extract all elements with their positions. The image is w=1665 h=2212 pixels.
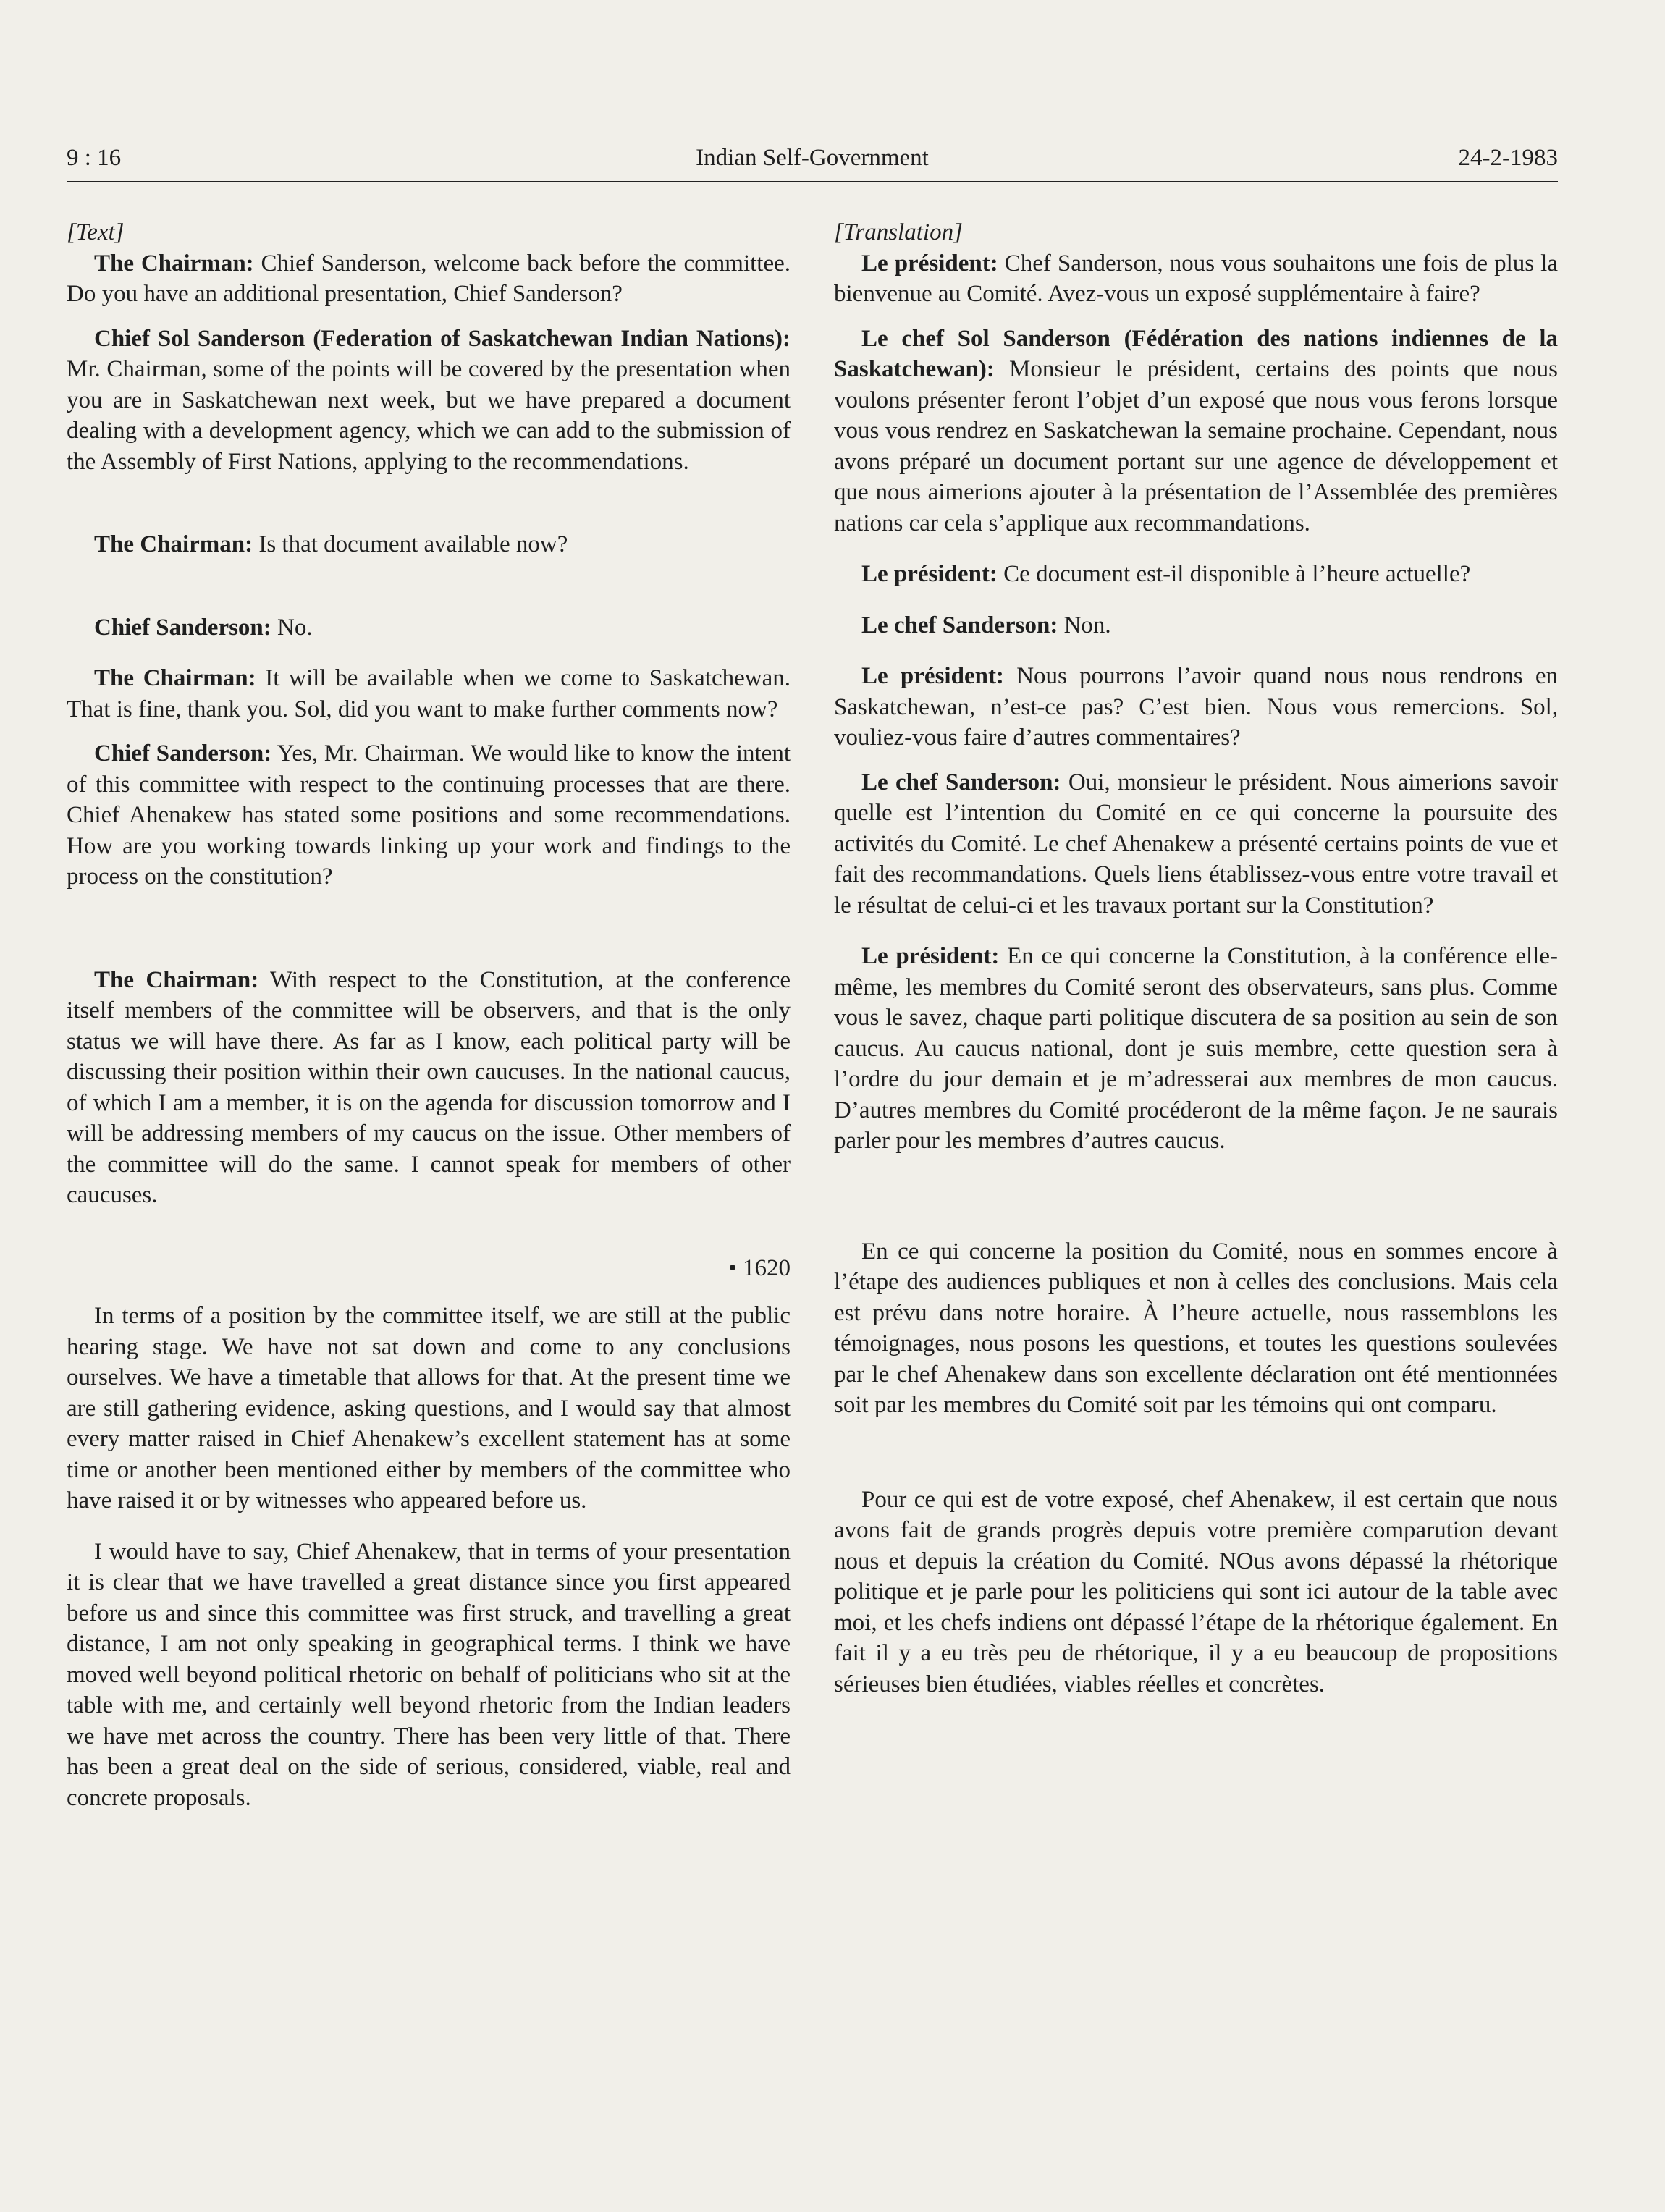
paragraph: En ce qui concerne la position du Comité, nous en sommes encore à l’étape des audiences publiques et non à celles des conclusions. Mais cela est prévu dans notre horaire. À l’heure actuelle, nous rassemblons les témoignages, nous posons les questions, et toutes les questions soulevées par le chef Ahenakew dans son excellente déclaration ont été mentionnées soit par les membres du Comité soit par les témoins qui ont comparu. — [834, 1238, 1558, 1418]
header-date: 24-2-1983 — [1458, 145, 1558, 171]
paragraph: Le président: Chef Sanderson, nous vous souhaitons une fois de plus la bienvenue au Comité. Avez-vous un exposé supplémentaire à faire? — [834, 250, 1558, 307]
speaker: Le chef Sanderson: — [861, 769, 1061, 795]
paragraph: Le président: Ce document est-il disponible à l’heure actuelle? — [861, 561, 1471, 587]
paragraph: Le chef Sanderson: Oui, monsieur le président. Nous aimerions savoir quelle est l’intention du Comité en ce qui concerne la poursuite des activités du Comité. Le chef Ahenakew a présenté certains points de vue et fait des recommandations. Quels liens établissez-vous entre votre travail et le résultat de celui-ci et les travaux portant sur la Constitution? — [834, 769, 1558, 919]
paragraph: Le chef Sol Sanderson (Fédération des nations indiennes de la Saskatchewan): Monsieur le président, certains des points que nous voulons présenter feront l’objet d’un exposé que nous vous ferons lorsque vous vous rendrez en Saskatchewan la semaine prochaine. Cependant, nous avons préparé un document portant sur une agence de développement et que nous aimerions ajouter à la présentation de l’Assemblée des premières nations car cela s’applique aux recommandations. — [834, 325, 1558, 536]
speaker: Le chef Sanderson: — [861, 612, 1058, 638]
speaker: Chief Sol Sanderson (Federation of Saskatchewan Indian Nations): — [94, 325, 791, 352]
paragraph: Le président: Nous pourrons l’avoir quand nous nous rendrons en Saskatchewan, n’est-ce pas? C’est bien. Nous vous remercions. Sol, vouliez-vous faire d’autres commentaires? — [834, 663, 1558, 751]
header-rule — [67, 181, 1558, 182]
paragraph: Le président: En ce qui concerne la Constitution, à la conférence elle-même, les membres du Comité seront des observateurs, sans plus. Comme vous le savez, chaque parti politique discutera de sa position au sein de son caucus. Au caucus national, dont je suis membre, cette question sera à l’ordre du jour demain et je m’adresserai aux membres de mon caucus. D’autres membres du Comité procéderont de la même façon. Je ne saurais parler pour les membres d’autres caucus. — [834, 943, 1558, 1154]
paragraph: Le chef Sanderson: Non. — [861, 612, 1111, 638]
paragraph: Chief Sol Sanderson (Federation of Saskatchewan Indian Nations): Mr. Chairman, some of the points will be covered by the presentation when you are in Saskatchewan next week, but we have prepared a document dealing with a development agency, which we can add to the submission of the Assembly of First Nations, applying to the recommendations. — [67, 325, 791, 475]
running-title: Indian Self-Government — [696, 145, 929, 171]
speaker: The Chairman: — [94, 531, 253, 557]
speaker: The Chairman: — [94, 665, 256, 691]
paragraph: The Chairman: Chief Sanderson, welcome back before the committee. Do you have an additional presentation, Chief Sanderson? — [67, 250, 791, 307]
speaker: Le président: — [861, 663, 1004, 689]
speaker: The Chairman: — [94, 966, 259, 993]
paragraph: The Chairman: Is that document available now? — [94, 531, 568, 557]
french-column — [834, 217, 1558, 1700]
translation-label: [Translation] — [834, 219, 963, 245]
speaker: Le président: — [861, 250, 998, 276]
page-number: 9 : 16 — [67, 145, 122, 171]
paragraph: I would have to say, Chief Ahenakew, that in terms of your presentation it is clear that we have travelled a great distance since you first appeared before us and since this committee was first struck, and travelling a great distance, I am not only speaking in geographical terms. I think we have moved well beyond political rhetoric on behalf of politicians who sit at the table with me, and certainly well beyond rhetoric from the Indian leaders we have met across the country. There has been very little of that. There has been a great deal on the side of serious, considered, viable, real and concrete proposals. — [67, 1538, 791, 1811]
paragraph: Chief Sanderson: Yes, Mr. Chairman. We would like to know the intent of this committee with respect to the continuing processes that are there. Chief Ahenakew has stated some positions and some recommendations. How are you working towards linking up your work and findings to the process on the constitution? — [67, 740, 791, 890]
speaker: Chief Sanderson: — [94, 740, 272, 767]
paragraph: Pour ce qui est de votre exposé, chef Ahenakew, il est certain que nous avons fait de grands progrès depuis votre première comparution devant nous et depuis la création du Comité. NOus avons dépassé la rhétorique politique et je parle pour les politiciens qui sont ici autour de la table avec moi, et les chefs indiens ont dépassé l’étape de la rhétorique également. En fait il y a eu très peu de rhétorique, il y a eu beaucoup de propositions sérieuses bien étudiées, viables réelles et concrètes. — [834, 1486, 1558, 1697]
speaker: Chief Sanderson: — [94, 614, 271, 641]
english-column — [67, 217, 791, 1813]
paragraph: Chief Sanderson: No. — [94, 614, 313, 641]
speaker: Le chef Sol Sanderson (Fédération des nations indiennes de la Saskatchewan): — [834, 325, 1558, 382]
paragraph: In terms of a position by the committee itself, we are still at the public hearing stage. We have not sat down and come to any conclusions ourselves. We have a timetable that allows for that. At the present time we are still gathering evidence, asking questions, and I would say that almost every matter raised in Chief Ahenakew’s excellent statement has at some time or another been mentioned either by members of the committee who have raised it or by witnesses who appeared before us. — [67, 1303, 791, 1514]
speaker: The Chairman: — [94, 250, 254, 276]
paragraph: The Chairman: With respect to the Constitution, at the conference itself members of the committee will be observers, and that is the only status we will have there. As far as I know, each political party will be discussing their position within their own caucuses. In the national caucus, of which I am a member, it is on the agenda for discussion tomorrow and I will be addressing members of my caucus on the issue. Other members of the committee will do the same. I cannot speak for members of other caucuses. — [67, 966, 791, 1208]
paragraph: The Chairman: It will be available when we come to Saskatchewan. That is fine, thank you. Sol, did you want to make further comments now? — [67, 665, 791, 722]
time-marker: • 1620 — [728, 1254, 791, 1281]
text-label: [Text] — [67, 219, 125, 245]
speaker: Le président: — [861, 561, 998, 587]
page-header — [67, 145, 1558, 177]
speaker: Le président: — [861, 943, 1000, 969]
